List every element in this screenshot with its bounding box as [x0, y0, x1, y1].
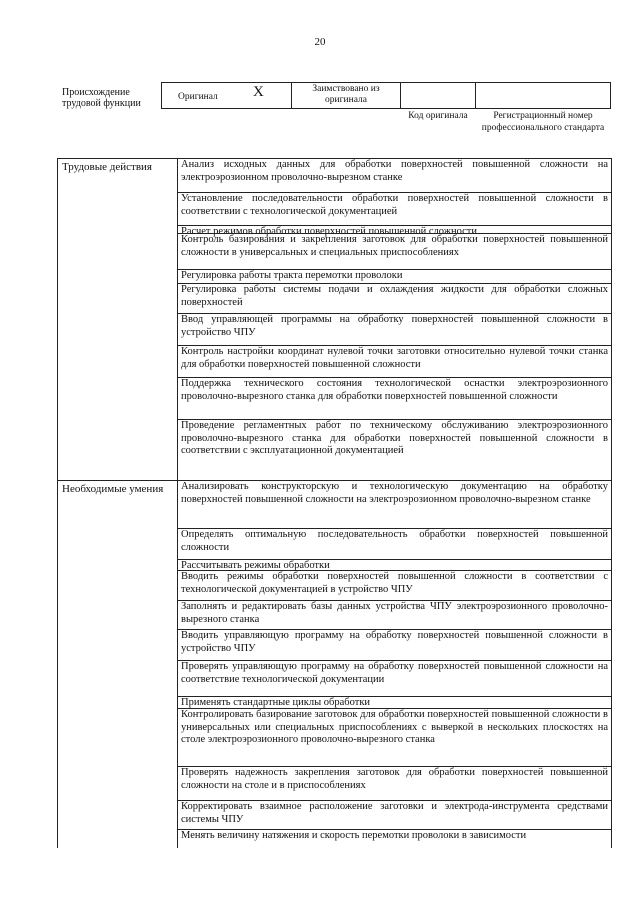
section-label: Трудовые действия — [62, 161, 152, 173]
section-label: Необходимые умения — [62, 483, 164, 495]
table-row: Применять стандартные циклы обработки — [181, 697, 371, 708]
code-caption: Код оригинала — [408, 111, 468, 121]
origin-label: Происхождение трудовой функции — [62, 87, 141, 109]
table-row: Контроль настройки координат нулевой точки заготовки относительно нулевой точки станка для обработки поверхностей повышенной сложности — [181, 346, 608, 370]
table-row: Регулировка работы системы подачи и охлаждения жидкости для обработки сложных поверхностей — [181, 284, 608, 308]
table-row: Проверять надежность закрепления заготовок для обработки поверхностей повышенной сложности на столе и в приспособлениях — [181, 767, 608, 791]
table-row: Регулировка работы тракта перемотки проволоки — [181, 270, 403, 281]
table-row: Расчет режимов обработки поверхностей повышенной сложности — [181, 226, 477, 237]
table-row: Анализировать конструкторскую и технологическую документацию на обработку поверхностей повышенной сложности на электроэрозионном проволочно-вырезном станке — [181, 481, 608, 505]
table-column-divider — [177, 158, 178, 848]
table-row: Поддержка технического состояния технологической оснастки электроэрозионного проволочно-вырезного станка для обработки поверхностей повышенной сложности — [181, 378, 608, 402]
table-row: Ввод управляющей программы на обработку поверхностей повышенной сложности в устройство ЧПУ — [181, 314, 608, 338]
table-border-right — [611, 158, 612, 848]
table-row: Контролировать базирование заготовок для обработки поверхностей повышенной сложности в универсальных или специальных приспособлениях с выверкой в нескольких плоскостях на столе электроэрозионного проволочно-вырезного станка — [181, 709, 608, 745]
original-mark: X — [253, 84, 264, 100]
table-row: Рассчитывать режимы обработки — [181, 560, 330, 571]
table-row: Корректировать взаимное расположение заготовки и электрода-инструмента средствами системы ЧПУ — [181, 801, 608, 825]
original-label: Оригинал — [178, 92, 218, 102]
table-row: Заполнять и редактировать базы данных устройства ЧПУ электроэрозионного проволочно-вырезного станка — [181, 601, 608, 625]
table-row: Определять оптимальную последовательность обработки поверхностей повышенной сложности — [181, 529, 608, 553]
table-row: Анализ исходных данных для обработки поверхностей повышенной сложности на электроэрозионном проволочно-вырезном станке — [181, 159, 608, 183]
table-border-left — [57, 158, 58, 848]
table-row: Контроль базирования и закрепления заготовок для обработки поверхностей повышенной сложности в универсальных и специальных приспособлениях — [181, 234, 608, 258]
page-number: 20 — [314, 36, 326, 48]
table-row: Установление последовательности обработки поверхностей повышенной сложности в соответствии с технологической документацией — [181, 193, 608, 217]
reg-number-caption: Регистрационный номер профессионального стандарта — [481, 111, 605, 133]
borrowed-box: Заимствовано из оригинала — [291, 82, 401, 109]
reg-number-box — [475, 82, 611, 109]
table-row: Вводить управляющую программу на обработку поверхностей повышенной сложности в устройство ЧПУ — [181, 630, 608, 654]
table-row: Менять величину натяжения и скорость перемотки проволоки в зависимости — [181, 830, 527, 841]
table-row: Проведение регламентных работ по техническому обслуживанию электроэрозионного проволочно-вырезного станка для обработки поверхностей повышенной сложности в соответствии с эксплуатационной документацией — [181, 420, 608, 456]
original-box — [161, 82, 292, 109]
table-row: Проверять управляющую программу на обработку поверхностей повышенной сложности на соответствие технологической документации — [181, 661, 608, 685]
table-row: Вводить режимы обработки поверхностей повышенной сложности в соответствии с технологической документацией в устройство ЧПУ — [181, 571, 608, 595]
code-box — [400, 82, 476, 109]
